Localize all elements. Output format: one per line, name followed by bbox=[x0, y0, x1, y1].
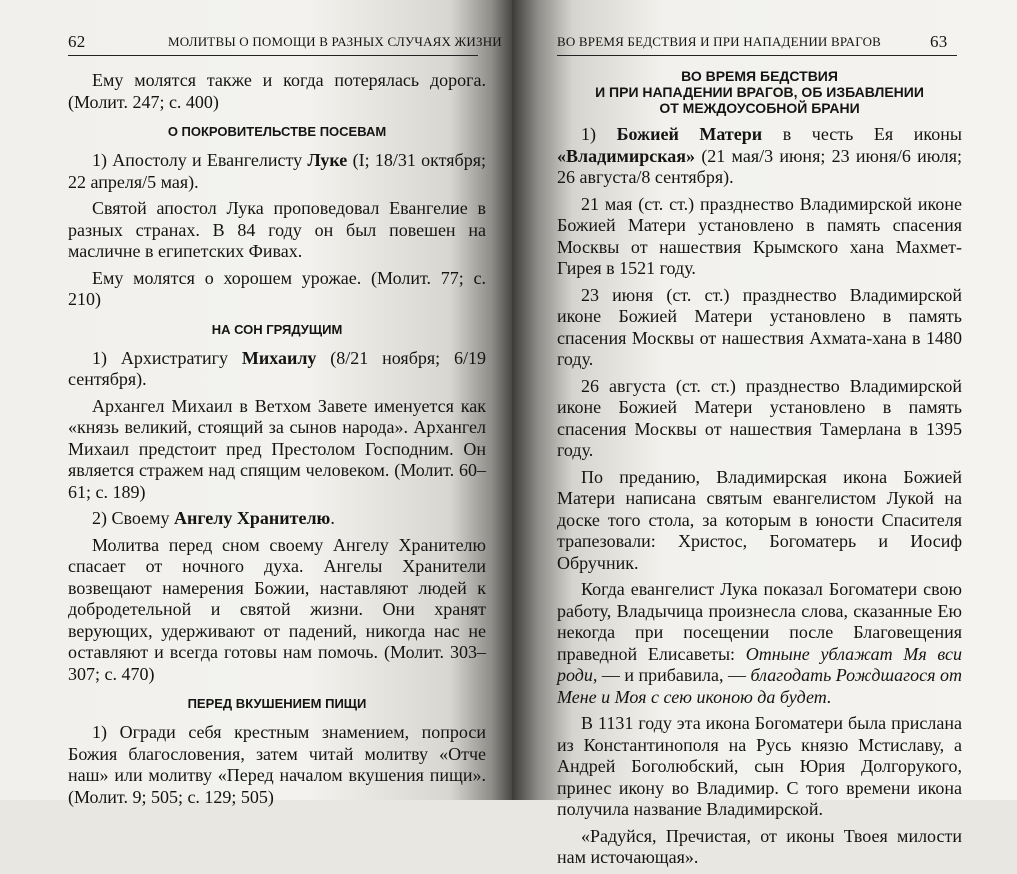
right-page-body bbox=[557, 68, 962, 874]
section-heading: О ПОКРОВИТЕЛЬСТВЕ ПОСЕВАМ bbox=[167, 124, 387, 139]
paragraph: Ему молятся также и когда потерялась дорога. (Молит. 247; с. 400) bbox=[68, 70, 486, 112]
paragraph: «Радуйся, Пречистая, от иконы Твоея милости нам источающая». bbox=[557, 825, 962, 867]
paragraph: В 1131 году эта икона Богоматери была прислана из Константинополя на Русь князю Мстиславу, а Андрей Боголюбский, сын Юрия Долгорукого, принес икону во Владимир. С того времени икона получила название Владимирской. bbox=[557, 713, 962, 819]
left-page-body bbox=[68, 70, 486, 813]
right-page bbox=[512, 0, 1017, 867]
section-heading: ВО ВРЕМЯ БЕДСТВИЯ И ПРИ НАПАДЕНИИ ВРАГОВ, ОБ ИЗБАВЛЕНИИ ОТ МЕЖДОУСОБНОЙ БРАНИ bbox=[595, 68, 924, 116]
paragraph: 2) Своему Ангелу Хранителю. bbox=[92, 508, 335, 528]
paragraph: 1) Огради себя крестным знамением, попроси Божия благословения, затем читай молитву «Отче наш» или молитву «Перед началом вкушения пищи». (Молит. 9; 505; с. 129; 505) bbox=[68, 722, 486, 807]
header-rule bbox=[68, 55, 478, 56]
page-number: 63 bbox=[930, 32, 948, 51]
paragraph: 26 августа (ст. ст.) празднество Владимирской иконе Божией Матери установлено в память спасения Москвы от нашествия Тамерлана в 1395 году. bbox=[557, 375, 962, 460]
running-head-title: МОЛИТВЫ О ПОМОЩИ В РАЗНЫХ СЛУЧАЯХ ЖИЗНИ bbox=[168, 34, 502, 49]
left-page bbox=[0, 0, 512, 807]
page-number: 62 bbox=[68, 32, 86, 51]
paragraph: 21 мая (ст. ст.) празднество Владимирской иконе Божией Матери установлено в память спасения Москвы от нашествия Крымского хана Махмет-Гирея в 1521 году. bbox=[557, 193, 962, 278]
paragraph: 1) Архистратигу Михаилу (8/21 ноября; 6/19 сентября). bbox=[68, 347, 486, 389]
header-rule bbox=[557, 55, 957, 56]
section-heading: НА СОН ГРЯДУЩИМ bbox=[211, 321, 343, 337]
paragraph: 1) Апостолу и Евангелисту Луке (I; 18/31 октября; 22 апреля/5 мая). bbox=[68, 150, 486, 192]
paragraph: Архангел Михаил в Ветхом Завете именуется как «князь великий, стоящий за сынов народа». Архангел Михаил предстоит пред Престолом Господним. Он является стражем над спящим человеком. (Молит. 60–61; с. 189) bbox=[68, 395, 486, 502]
paragraph: Когда евангелист Лука показал Богоматери свою работу, Владычица произнесла слова, сказанные Ею некогда при посещении после Благовещения праведной Елисаветы: Отныне ублажат Мя вси роди, — и прибавила, — благодать Рождшагося от Мене и Моя с сею иконою да будет. bbox=[557, 579, 962, 707]
paragraph: Ему молятся о хорошем урожае. (Молит. 77; с. 210) bbox=[68, 267, 486, 309]
paragraph: По преданию, Владимирская икона Божией Матери написана святым евангелистом Лукой на доске того стола, за которым в юности Спасителя трапезовали: Христос, Богоматерь и Иосиф Обручник. bbox=[557, 466, 962, 573]
paragraph: 23 июня (ст. ст.) празднество Владимирской иконе Божией Матери установлено в память спасения Москвы от нашествия Ахмата-хана в 1480 году. bbox=[557, 284, 962, 369]
paragraph: Молитва перед сном своему Ангелу Хранителю спасает от ночного духа. Ангелы Хранители возвещают намерения Божии, наставляют людей к добродетельной и святой жизни. Они хранят верующих, удерживают от падений, никогда нас не оставляют и всегда готовы нам помочь. (Молит. 303–307; с. 470) bbox=[68, 534, 486, 684]
paragraph: Святой апостол Лука проповедовал Евангелие в разных странах. В 84 году он был повешен на масличне в египетских Фивах. bbox=[68, 198, 486, 261]
running-head-title: ВО ВРЕМЯ БЕДСТВИЯ И ПРИ НАПАДЕНИИ ВРАГОВ bbox=[557, 34, 882, 49]
section-heading: ПЕРЕД ВКУШЕНИЕМ ПИЩИ bbox=[187, 696, 367, 711]
paragraph: 1) Божией Матери в честь Ея иконы «Владимирская» (21 мая/3 июня; 23 июня/6 июля; 26 августа/8 сентября). bbox=[557, 124, 962, 187]
